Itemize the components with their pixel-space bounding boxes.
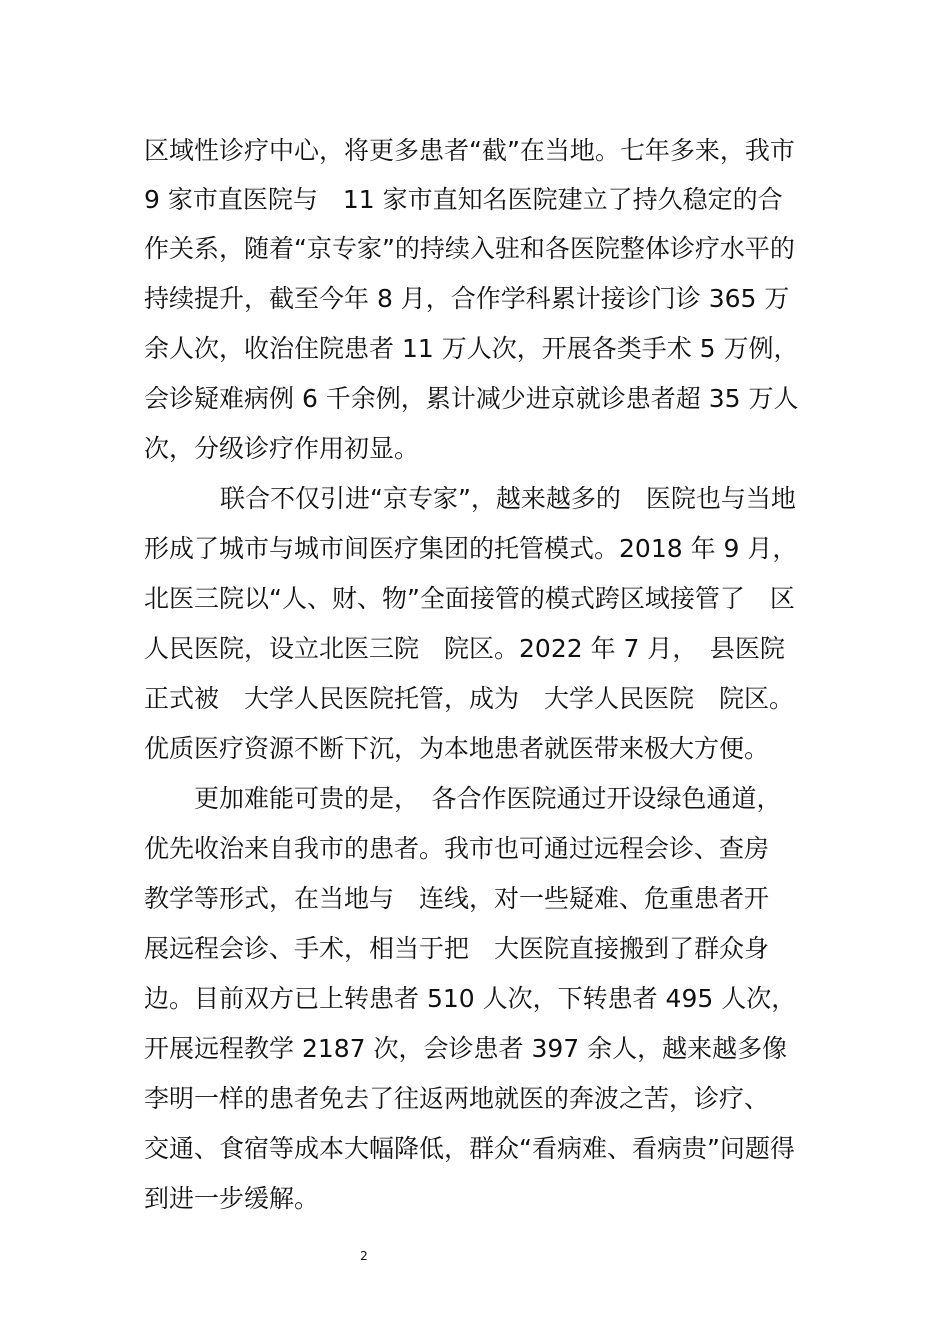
body-text-line: 交通、食宿等成本大幅降低，群众“看病难、看病贵”问题得 xyxy=(144,1134,795,1163)
body-text-line: 优先收治来自我市的患者。我市也可通过远程会诊、查房 xyxy=(144,834,770,863)
body-text-line: 会诊疑难病例 6 千余例，累计减少进京就诊患者超 35 万人 xyxy=(144,384,799,413)
body-text-line: 北医三院以“人、财、物”全面接管的模式跨区域接管了 区 xyxy=(144,584,795,613)
body-text-line: 李明一样的患者免去了往返两地就医的奔波之苦，诊疗、 xyxy=(144,1084,770,1113)
body-text-line: 余人次，收治住院患者 11 万人次，开展各类手术 5 万例， xyxy=(144,334,799,363)
body-text-line: 展远程会诊、手术，相当于把 大医院直接搬到了群众身 xyxy=(144,934,770,963)
body-text-line: 开展远程教学 2187 次，会诊患者 397 余人，越来越多像 xyxy=(144,1034,788,1063)
paragraph-first-line: 联合不仅引进“京专家”，越来越多的 医院也与当地 xyxy=(220,484,796,513)
body-text-line: 持续提升，截至今年 8 月，合作学科累计接诊门诊 365 万 xyxy=(144,284,790,313)
paragraph-first-line: 更加难能可贵的是， 各合作医院通过开设绿色通道， xyxy=(194,784,782,813)
page-number: 2 xyxy=(360,1249,368,1263)
body-text-line: 形成了城市与城市间医疗集团的托管模式。2018 年 9 月， xyxy=(144,534,798,563)
body-text-line: 人民医院，设立北医三院 院区。2022 年 7 月， 县医院 xyxy=(144,634,785,663)
body-text-line: 边。目前双方已上转患者 510 人次，下转患者 495 人次， xyxy=(144,984,797,1013)
body-text-line: 作关系，随着“京专家”的持续入驻和各医院整体诊疗水平的 xyxy=(144,234,795,263)
body-text-line: 正式被 大学人民医院托管，成为 大学人民医院 院区。 xyxy=(144,684,795,713)
body-text-line: 区域性诊疗中心，将更多患者“截”在当地。七年多来，我市 xyxy=(144,136,795,165)
body-text-line: 9 家市直医院与 11 家市直知名医院建立了持久稳定的合 xyxy=(144,185,783,214)
body-text-line: 教学等形式，在当地与 连线，对一些疑难、危重患者开 xyxy=(144,884,770,913)
body-text-line: 优质医疗资源不断下沉，为本地患者就医带来极大方便。 xyxy=(144,734,770,763)
body-text-line: 次，分级诊疗作用初显。 xyxy=(144,434,420,463)
body-text-line: 到进一步缓解。 xyxy=(144,1184,320,1213)
